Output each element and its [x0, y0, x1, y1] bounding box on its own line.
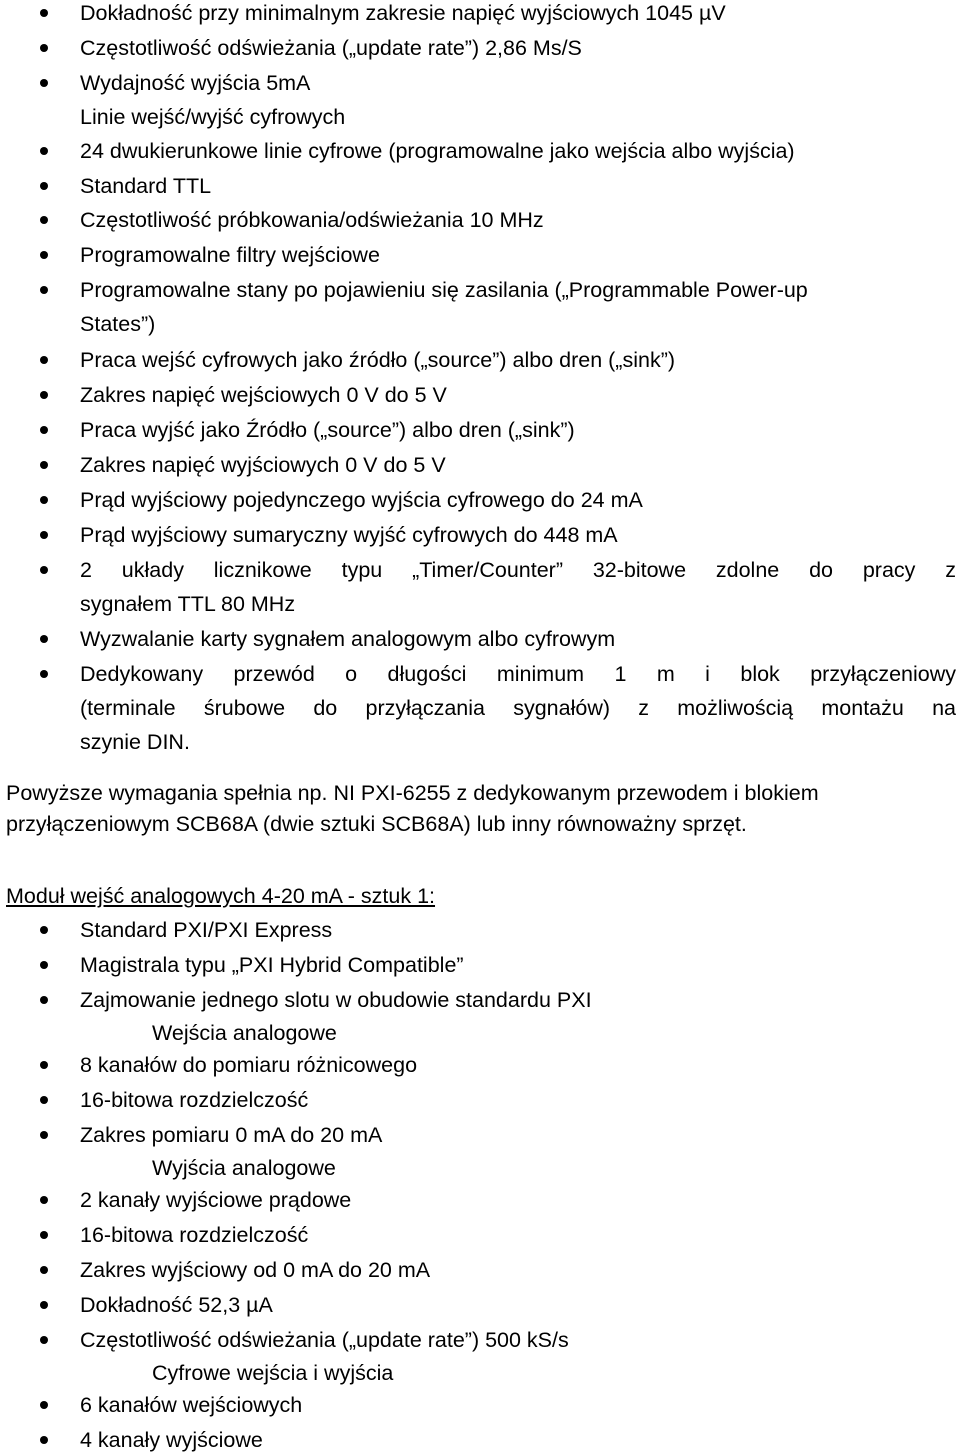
list-item: Wyzwalanie karty sygnałem analogowym albo cyfrowym	[80, 627, 616, 651]
list-item: Zakres pomiaru 0 mA do 20 mA	[80, 1123, 383, 1147]
list-item: Zajmowanie jednego slotu w obudowie standardu PXI	[80, 988, 592, 1012]
list-item: Programowalne filtry wejściowe	[80, 243, 380, 267]
list-item: Częstotliwość odświeżania („update rate”) 500 kS/s	[80, 1328, 569, 1352]
list-item: Praca wyjść jako Źródło („source”) albo dren („sink”)	[80, 418, 575, 442]
bullet	[40, 1061, 48, 1069]
bullet	[40, 670, 48, 678]
list-item: 16-bitowa rozdzielczość	[80, 1088, 309, 1112]
bullet	[40, 566, 48, 574]
list-item: Częstotliwość odświeżania („update rate”) 2,86 Ms/S	[80, 36, 582, 60]
list-item: Prąd wyjściowy pojedynczego wyjścia cyfrowego do 24 mA	[80, 488, 643, 512]
list-item: Zakres napięć wyjściowych 0 V do 5 V	[80, 453, 446, 477]
list-item: Częstotliwość próbkowania/odświeżania 10 MHz	[80, 208, 544, 232]
bullet	[40, 1301, 48, 1309]
bullet	[40, 926, 48, 934]
bullet	[40, 391, 48, 399]
subsection-label: Cyfrowe wejścia i wyjścia	[152, 1361, 394, 1385]
list-item: Programowalne stany po pojawieniu się zasilania („Programmable Power-up	[80, 278, 808, 302]
bullet	[40, 286, 48, 294]
bullet	[40, 996, 48, 1004]
list-item: Dokładność 52,3 µA	[80, 1293, 273, 1317]
bullet	[40, 461, 48, 469]
list-item: 4 kanały wyjściowe	[80, 1428, 263, 1452]
bullet	[40, 1266, 48, 1274]
bullet	[40, 182, 48, 190]
list-item: Dokładność przy minimalnym zakresie napięć wyjściowych 1045 µV	[80, 1, 726, 25]
bullet	[40, 251, 48, 259]
bullet	[40, 44, 48, 52]
list-item: 16-bitowa rozdzielczość	[80, 1223, 309, 1247]
list-item: Dedykowany przewód o długości minimum 1 m i blok przyłączeniowy	[80, 662, 956, 686]
bullet	[40, 1131, 48, 1139]
bullet	[40, 1401, 48, 1409]
list-item: Zakres wyjściowy od 0 mA do 20 mA	[80, 1258, 431, 1282]
bullet	[40, 9, 48, 17]
bullet	[40, 1196, 48, 1204]
list-item: 8 kanałów do pomiaru różnicowego	[80, 1053, 418, 1077]
list-item: Standard TTL	[80, 174, 212, 198]
list-item: Magistrala typu „PXI Hybrid Compatible”	[80, 953, 464, 977]
list-item: 6 kanałów wejściowych	[80, 1393, 303, 1417]
list-item: Praca wejść cyfrowych jako źródło („source”) albo dren („sink”)	[80, 348, 676, 372]
subsection-label: Wyjścia analogowe	[152, 1156, 336, 1180]
list-item: Prąd wyjściowy sumaryczny wyjść cyfrowych do 448 mA	[80, 523, 618, 547]
bullet	[40, 1231, 48, 1239]
bullet	[40, 635, 48, 643]
bullet	[40, 356, 48, 364]
bullet	[40, 79, 48, 87]
list-item: Standard PXI/PXI Express	[80, 918, 333, 942]
bullet	[40, 531, 48, 539]
list-item-continuation: States”)	[80, 312, 156, 336]
paragraph-line: Powyższe wymagania spełnia np. NI PXI-6255 z dedykowanym przewodem i blokiem	[6, 781, 819, 805]
list-item: Zakres napięć wejściowych 0 V do 5 V	[80, 383, 447, 407]
bullet	[40, 1336, 48, 1344]
bullet	[40, 961, 48, 969]
list-item: Linie wejść/wyjść cyfrowych	[80, 105, 346, 129]
bullet	[40, 216, 48, 224]
section-heading: Moduł wejść analogowych 4-20 mA - sztuk 1:	[6, 884, 436, 908]
paragraph-line: przyłączeniowym SCB68A (dwie sztuki SCB68A) lub inny równoważny sprzęt.	[6, 812, 747, 836]
subsection-label: Wejścia analogowe	[152, 1021, 337, 1045]
list-item-continuation: (terminale śrubowe do przyłączania sygnałów) z możliwością montażu na	[80, 696, 956, 720]
list-item-continuation: szynie DIN.	[80, 730, 190, 754]
bullet	[40, 426, 48, 434]
list-item-continuation: sygnałem TTL 80 MHz	[80, 592, 296, 616]
list-item: 24 dwukierunkowe linie cyfrowe (programowalne jako wejścia albo wyjścia)	[80, 139, 795, 163]
list-item: 2 układy licznikowe typu „Timer/Counter” 32-bitowe zdolne do pracy z	[80, 558, 956, 582]
bullet	[40, 496, 48, 504]
list-item: Wydajność wyjścia 5mA	[80, 71, 311, 95]
bullet	[40, 1096, 48, 1104]
list-item: 2 kanały wyjściowe prądowe	[80, 1188, 352, 1212]
bullet	[40, 1436, 48, 1444]
bullet	[40, 147, 48, 155]
